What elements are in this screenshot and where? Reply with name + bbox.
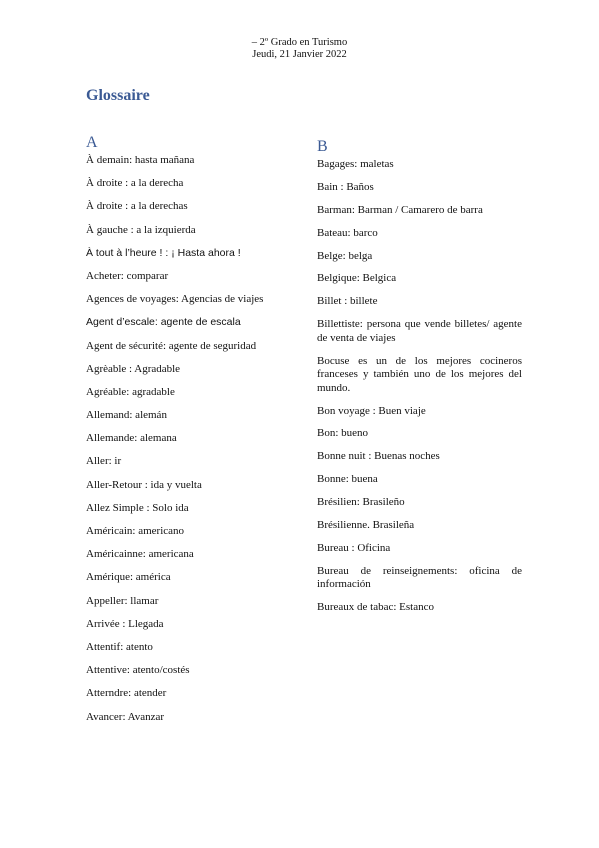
page-header [0, 37, 599, 61]
list-item: Aller: ir [86, 455, 122, 468]
list-item: Agent de sécurité: agente de seguridad [86, 339, 257, 352]
page-title: Glossaire [86, 87, 150, 104]
list-item: Agréable: agradable [86, 385, 175, 398]
entry-list [86, 154, 291, 724]
list-item: Agences de voyages: Agencias de viajes [86, 293, 264, 306]
list-item: Amérique: américa [86, 571, 171, 584]
header-date-line: Jeudi, 21 Janvier 2022 [252, 49, 347, 60]
section-letter: A [86, 134, 98, 151]
list-item: À droite : a la derecha [86, 177, 184, 190]
list-item: Acheter: comparar [86, 269, 169, 282]
list-item: Agent d’escale: agente de escala [86, 316, 241, 329]
list-item: Allez Simple : Solo ida [86, 501, 189, 514]
list-item: Bonne nuit : Buenas noches [317, 450, 440, 463]
list-item: À demain: hasta mañana [86, 154, 195, 166]
list-item: Barman: Barman / Camarero de barra [317, 203, 483, 216]
list-item: Allemande: alemana [86, 432, 177, 445]
list-item: Avancer: Avanzar [86, 710, 165, 723]
list-item: Atterndre: atender [86, 687, 167, 700]
list-item: Bon voyage : Buen viaje [317, 404, 426, 417]
glossary-section-b [317, 138, 522, 624]
list-item: Bain : Baños [317, 180, 374, 193]
list-item: À droite : a la derechas [86, 200, 188, 213]
list-item: Bureau : Oficina [317, 541, 391, 554]
list-item: À tout à l’heure ! : ¡ Hasta ahora ! [86, 246, 241, 259]
list-item: Bagages: maletas [317, 158, 394, 170]
list-item: Appeller: llamar [86, 594, 159, 607]
list-item: Bonne: buena [317, 473, 378, 486]
list-item: Billettiste: persona que vende billetes/ agente de venta de viajes [317, 318, 522, 344]
header-course-line: – 2º Grado en Turismo [251, 37, 348, 48]
list-item: Américain: americano [86, 525, 185, 537]
list-item: Bateau: barco [317, 226, 378, 239]
list-item: Aller-Retour : ida y vuelta [86, 478, 202, 491]
list-item: Bocuse es un de los mejores cocineros franceses y también uno de los mejores del mundo. [317, 354, 522, 394]
list-item: Bon: bueno [317, 427, 369, 440]
list-item: Billet : billete [317, 295, 378, 308]
list-item: Américainne: americana [86, 548, 194, 561]
list-item: Bureau de reinseignements: oficina de información [317, 564, 522, 591]
list-item: Attentif: atento [86, 640, 153, 653]
list-item: Brésilienne. Brasileña [317, 518, 415, 531]
list-item: Attentive: atento/costés [86, 664, 190, 677]
list-item: Allemand: alemán [86, 409, 167, 422]
entry-list [317, 158, 522, 615]
list-item: Agrèable : Agradable [86, 362, 181, 375]
section-letter: B [317, 138, 328, 155]
list-item: Belgique: Belgica [317, 272, 397, 285]
list-item: Bureaux de tabac: Estanco [317, 601, 434, 614]
list-item: Belge: belga [317, 249, 373, 262]
list-item: À gauche : a la izquierda [86, 223, 196, 236]
list-item: Brésilien: Brasileño [317, 496, 405, 509]
list-item: Arrivée : Llegada [86, 617, 164, 630]
glossary-section-a [86, 134, 291, 734]
